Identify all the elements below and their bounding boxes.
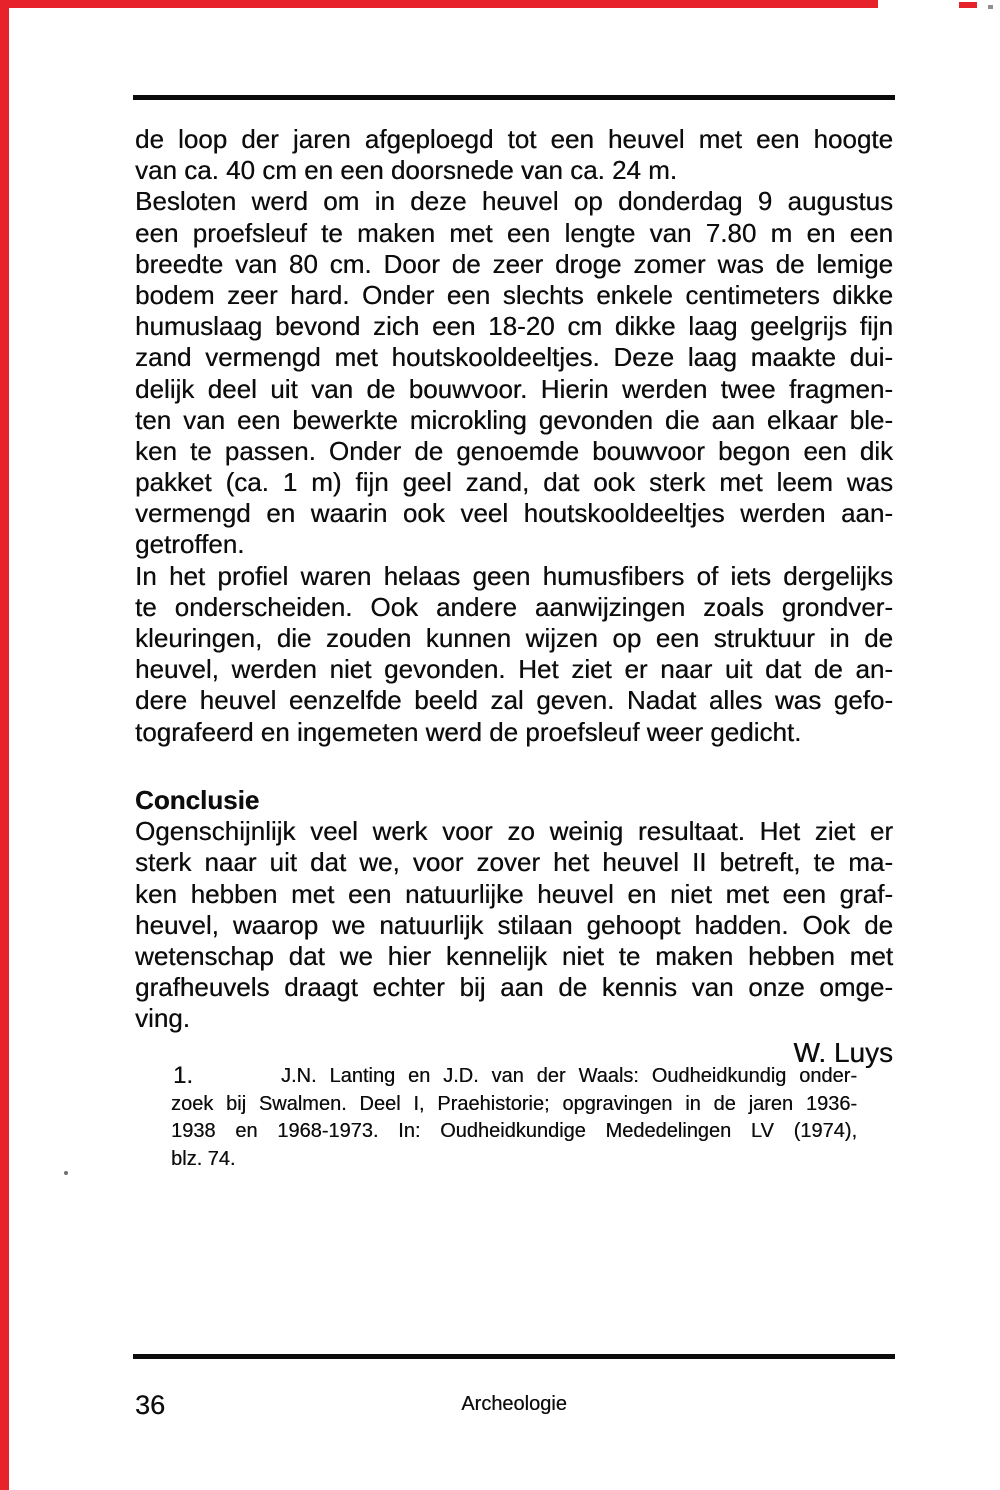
blank-line — [135, 748, 893, 779]
conclusion-line: heuvel, waarop we natuurlijk stilaan gehoopt hadden. Ook de — [135, 909, 893, 940]
body-line: ten van een bewerkte microkling gevonden die aan elkaar ble- — [135, 404, 893, 435]
footnote-line: 1938 en 1968-1973. In: Oudheidkundige Mededelingen LV (1974), — [171, 1120, 857, 1142]
conclusion-line: wetenschap dat we hier kennelijk niet te maken hebben met — [135, 940, 893, 971]
body-line: breedte van 80 cm. Door de zeer droge zomer was de lemige — [135, 248, 893, 279]
section-heading: Conclusie — [135, 784, 260, 815]
conclusion-line: Ogenschijnlijk veel werk voor zo weinig resultaat. Het ziet er — [135, 816, 893, 847]
body-line: tografeerd en ingemeten werd de proefsleuf weer gedicht. — [135, 716, 802, 747]
footnote-number: 1. — [173, 1062, 194, 1089]
body-line: zand vermengd met houtskooldeeltjes. Deze laag maakte dui- — [135, 342, 893, 373]
body-line: een proefsleuf te maken met een lengte van 7.80 m en een — [135, 217, 893, 248]
body-line: heuvel, werden niet gevonden. Het ziet er naar uit dat de an- — [135, 654, 893, 685]
body-line: bodem zeer hard. Onder een slechts enkele centimeters dikke — [135, 279, 893, 310]
scan-speck — [988, 5, 993, 9]
scan-edge-artifact-top — [0, 0, 878, 8]
body-line: de loop der jaren afgeploegd tot een heuvel met een hoogte — [135, 124, 893, 154]
top-rule — [133, 95, 895, 100]
conclusion-line: ving. — [135, 1003, 190, 1034]
margin-dot-artifact — [64, 1171, 68, 1175]
page-number: 36 — [135, 1390, 166, 1420]
scan-edge-artifact-corner — [959, 2, 977, 8]
footnote-line: blz. 74. — [171, 1147, 236, 1170]
body-line: delijk deel uit van de bouwvoor. Hierin werden twee fragmen- — [135, 373, 893, 404]
body-line: dere heuvel eenzelfde beeld zal geven. Nadat alles was gefo- — [135, 685, 893, 716]
body-text — [135, 124, 893, 1034]
footnote — [171, 1063, 857, 1173]
body-line: Besloten werd om in deze heuvel op donderdag 9 augustus — [135, 186, 893, 217]
conclusion-line: sterk naar uit dat we, voor zover het heuvel II betreft, te ma- — [135, 847, 893, 878]
body-line: van ca. 40 cm en een doorsnede van ca. 24 m. — [135, 155, 678, 186]
conclusion-line: grafheuvels draagt echter bij aan de kennis van onze omge- — [135, 972, 893, 1003]
footnote-text: J.N. Lanting en J.D. van der Waals: Oudheidkundig onder- — [281, 1065, 857, 1087]
body-line: In het profiel waren helaas geen humusfibers of iets dergelijks — [135, 560, 893, 591]
running-title: Archeologie — [461, 1393, 567, 1415]
body-line: vermengd en waarin ook veel houtskooldeeltjes werden aan- — [135, 498, 893, 529]
body-line: kleuringen, die zouden kunnen wijzen op een struktuur in de — [135, 623, 893, 653]
body-line: te onderscheiden. Ook andere aanwijzingen zoals grondver- — [135, 591, 893, 622]
body-line: ken te passen. Onder de genoemde bouwvoor begon een dik — [135, 435, 893, 466]
footnote-first-line — [171, 1063, 857, 1091]
body-line: pakket (ca. 1 m) fijn geel zand, dat ook sterk met leem was — [135, 467, 893, 498]
author-signature: W. Luys — [793, 1037, 893, 1068]
bottom-rule — [133, 1354, 895, 1359]
scan-edge-artifact-left — [0, 0, 9, 1490]
footnote-line: zoek bij Swalmen. Deel I, Praehistorie; opgravingen in de jaren 1936- — [171, 1092, 857, 1115]
conclusion-line: ken hebben met een natuurlijke heuvel en niet met een graf- — [135, 878, 893, 909]
body-line: getroffen. — [135, 529, 245, 560]
body-line: humuslaag bevond zich een 18-20 cm dikke laag geelgrijs fijn — [135, 311, 893, 342]
